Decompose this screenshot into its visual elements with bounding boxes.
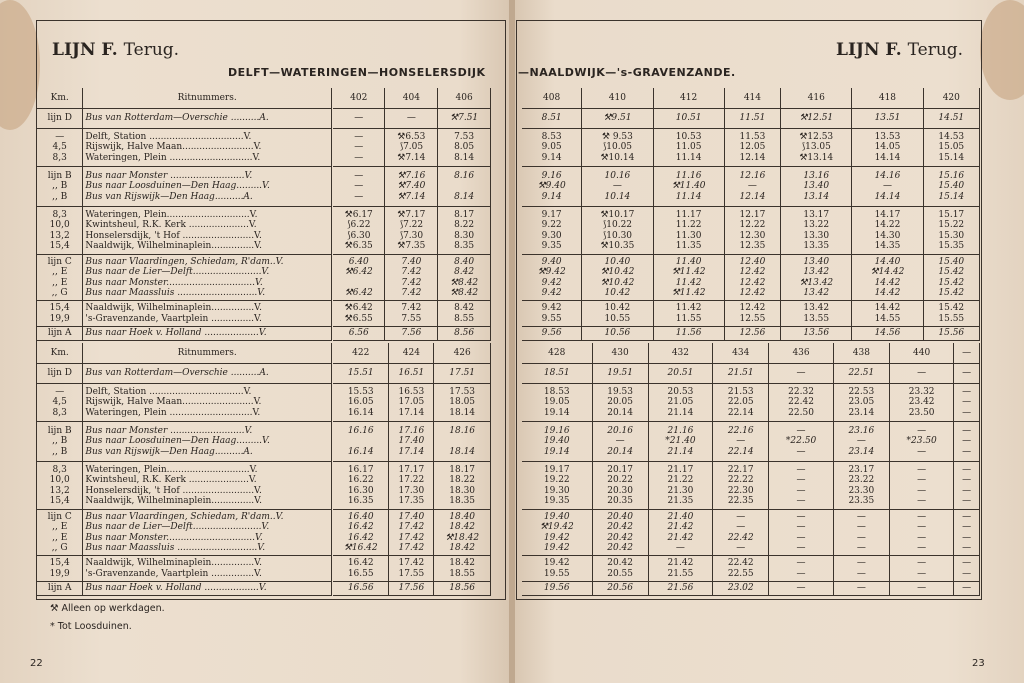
departure-time-cell: 10.40 ⚒10.42 ⚒10.42 10.42 (582, 255, 653, 301)
km-cell: 8,3 10,0 13,2 15,4 (37, 462, 83, 510)
departure-time-cell: 10.51 (653, 109, 724, 129)
departure-time-cell: — — — — (769, 462, 833, 510)
departure-time-cell: — (954, 582, 980, 596)
departure-time-cell: 19.56 (522, 582, 592, 596)
departure-time-cell: 12.56 (724, 327, 780, 341)
departure-time-cell: 18.40 18.42 ⚒18.42 18.42 (434, 510, 491, 556)
km-cell: 8,3 10,0 13,2 15,4 (37, 207, 83, 255)
stops-table (37, 343, 332, 596)
departure-time-cell: 16.40 16.42 16.42 ⚒16.42 (333, 510, 389, 556)
footnotes (50, 600, 165, 636)
departure-time-cell: 8.16 8.14 (438, 167, 491, 207)
stop-cell: Bus naar Vlaardingen, Schiedam, R'dam..V. Bus naar de Lier—Delft........................V. Bus naar Monster...............................V. Bus naar Maassluis ............................V. (83, 510, 332, 556)
departure-time-cell: 7.40 7.42 7.42 7.42 (385, 255, 438, 301)
stop-cell: Bus naar Hoek v. Holland ...................V. (83, 582, 332, 596)
departure-time-cell: 14.51 (923, 109, 979, 129)
trip-number-header: 416 (781, 88, 852, 109)
departure-time-cell: — (333, 109, 385, 129)
departure-time-cell: 14.53 15.05 15.14 (923, 129, 979, 167)
departure-time-cell: — — — — (889, 462, 953, 510)
departure-time-cell: 21.53 22.05 22.14 (713, 384, 769, 422)
km-header: Km. (37, 88, 83, 109)
departure-time-cell: 19.40 ⚒19.42 19.42 19.42 (522, 510, 592, 556)
km-cell: lijn B ,, B ,, B (37, 167, 83, 207)
departure-time-cell: 20.53 21.05 21.14 (648, 384, 712, 422)
trip-number-header: 428 (522, 343, 592, 364)
departure-time-cell: 21.51 (713, 364, 769, 384)
departure-time-cell: 13.42 13.55 (781, 301, 852, 327)
footnote-workdays: ⚒ Alleen op werkdagen. (50, 603, 165, 614)
stop-cell: Naaldwijk, Wilhelminaplein...............V. 's-Gravenzande, Vaartplein ...............V. (83, 556, 332, 582)
trip-number-header: 436 (769, 343, 833, 364)
departure-time-cell: 11.17 11.22 11.30 11.35 (653, 207, 724, 255)
departure-time-cell: 17.51 (434, 364, 491, 384)
departure-time-cell: 20.40 20.42 20.42 20.42 (592, 510, 648, 556)
stops-table (37, 88, 332, 341)
departure-time-cell: 20.16 — 20.14 (592, 422, 648, 462)
trip-number-header: 418 (852, 88, 923, 109)
departure-time-cell: 13.40 13.42 ⚒13.42 13.42 (781, 255, 852, 301)
departure-time-cell: 9.42 9.55 (522, 301, 582, 327)
departure-time-cell: — *22.50 — (769, 422, 833, 462)
book-gutter (509, 0, 515, 683)
departure-time-cell: — (769, 582, 833, 596)
departure-time-cell: 11.56 (653, 327, 724, 341)
departure-time-cell: 14.40 ⚒14.42 14.42 14.42 (852, 255, 923, 301)
departure-time-cell: 11.51 (724, 109, 780, 129)
departure-time-cell: ⚒6.17 ⟆6.22 ⟆6.30 ⚒6.35 (333, 207, 385, 255)
departure-time-cell: 12.16 — 12.14 (724, 167, 780, 207)
departure-time-cell: 23.17 23.22 23.30 23.35 (833, 462, 889, 510)
trip-number-header: 402 (333, 88, 385, 109)
departure-time-cell: 11.53 12.05 12.14 (724, 129, 780, 167)
stop-cell: Bus naar Hoek v. Holland ...................V. (83, 327, 332, 341)
stop-cell: Wateringen, Plein.............................V. Kwintsheul, R.K. Kerk .....................V. Honselersdijk, 't Hof .........................V. Naaldwijk, Wilhelminaplein...............V. (83, 207, 332, 255)
departure-time-cell: ⚒ 9.53 ⟆10.05 ⚒10.14 (582, 129, 653, 167)
departure-time-cell: 19.16 19.40 19.14 (522, 422, 592, 462)
departure-time-cell: 22.16 — 22.14 (713, 422, 769, 462)
departure-time-cell: ⚒7.16 ⚒7.40 ⚒7.14 (385, 167, 438, 207)
departure-time-cell: — — — (954, 384, 980, 422)
departure-time-cell: 9.40 ⚒9.42 9.42 9.42 (522, 255, 582, 301)
departure-time-cell: 18.51 (522, 364, 592, 384)
departure-time-cell: 17.16 17.40 17.14 (389, 422, 434, 462)
km-cell: lijn B ,, B ,, B (37, 422, 83, 462)
departure-time-cell: 12.40 12.42 12.42 12.42 (724, 255, 780, 301)
departure-time-cell: 11.16 ⚒11.40 11.14 (653, 167, 724, 207)
departure-time-cell: 22.53 23.05 23.14 (833, 384, 889, 422)
departure-time-cell: 23.32 23.42 23.50 (889, 384, 953, 422)
departure-time-cell: ⚒10.17 ⟆10.22 ⟆10.30 ⚒10.35 (582, 207, 653, 255)
trip-number-header: 420 (923, 88, 979, 109)
trip-number-header: 412 (653, 88, 724, 109)
departure-time-cell: 22.32 22.42 22.50 (769, 384, 833, 422)
departure-time-cell: 17.40 17.42 17.42 17.42 (389, 510, 434, 556)
departure-time-cell: — (769, 364, 833, 384)
departure-time-cell: 6.40 ⚒6.42 ⚒6.42 (333, 255, 385, 301)
departure-time-cell: 17.42 17.55 (389, 556, 434, 582)
departure-time-cell: 13.53 14.05 14.14 (852, 129, 923, 167)
stop-cell: Delft, Station .................................V. Rijswijk, Halve Maan.........................V. Wateringen, Plein .............................V. (83, 384, 332, 422)
departure-time-cell: 20.51 (648, 364, 712, 384)
departure-time-cell: 6.56 (333, 327, 385, 341)
departure-time-cell: 10.53 11.05 11.14 (653, 129, 724, 167)
departure-time-cell: 17.56 (389, 582, 434, 596)
departure-time-cell: — — (954, 556, 980, 582)
departure-time-cell: 18.56 (434, 582, 491, 596)
departure-time-cell: ⚒6.53 ⟆7.05 ⚒7.14 (385, 129, 438, 167)
departure-time-cell: 13.17 13.22 13.30 13.35 (781, 207, 852, 255)
departure-time-cell: — (833, 582, 889, 596)
km-cell: 15,4 19,9 (37, 556, 83, 582)
departure-time-cell: — (889, 582, 953, 596)
stop-cell: Wateringen, Plein.............................V. Kwintsheul, R.K. Kerk .....................V. Honselersdijk, 't Hof .........................V. Naaldwijk, Wilhelminaplein...............V. (83, 462, 332, 510)
departure-time-cell: 22.17 22.22 22.30 22.35 (713, 462, 769, 510)
km-cell: — 4,5 8,3 (37, 384, 83, 422)
route-right: —NAALDWIJK—'s-GRAVENZANDE. (518, 66, 736, 79)
departure-time-cell: — — 22.42 — (713, 510, 769, 556)
departure-time-cell: 21.16 *21.40 21.14 (648, 422, 712, 462)
stop-cell: Bus van Rotterdam—Overschie ..........A. (83, 109, 332, 129)
stop-cell: Bus naar Monster ..........................V. Bus naar Loosduinen—Den Haag.........V. Bus van Rijswijk—Den Haag..........A. (83, 422, 332, 462)
departure-time-cell: 19.17 19.22 19.30 19.35 (522, 462, 592, 510)
departure-time-cell: 7.42 7.55 (385, 301, 438, 327)
departure-time-cell: 14.42 14.55 (852, 301, 923, 327)
departure-time-cell: 23.16 — 23.14 (833, 422, 889, 462)
departure-time-cell: — — — — (889, 510, 953, 556)
departure-time-cell: 14.56 (852, 327, 923, 341)
departure-time-cell: 9.56 (522, 327, 582, 341)
departure-time-cell: 13.56 (781, 327, 852, 341)
departure-time-cell: 18.17 18.22 18.30 18.35 (434, 462, 491, 510)
departure-time-cell: — — — — (954, 462, 980, 510)
departure-time-cell: 11.40 ⚒11.42 11.42 ⚒11.42 (653, 255, 724, 301)
trip-number-header: 438 (833, 343, 889, 364)
times-table (333, 343, 491, 596)
departure-time-cell: — — — — (833, 510, 889, 556)
departure-time-cell: 15.51 (333, 364, 389, 384)
ritnummers-header: Ritnummers. (83, 88, 332, 109)
departure-time-cell: — — — (333, 167, 385, 207)
departure-time-cell: — *23.50 — (889, 422, 953, 462)
departure-time-cell: 15.16 15.40 15.14 (923, 167, 979, 207)
departure-time-cell: 15.40 15.42 15.42 15.42 (923, 255, 979, 301)
departure-time-cell: ⚒7.17 ⟆7.22 ⟆7.30 ⚒7.35 (385, 207, 438, 255)
km-cell: lijn C ,, E ,, E ,, G (37, 510, 83, 556)
departure-time-cell: 9.17 9.22 9.30 9.35 (522, 207, 582, 255)
departure-time-cell: 21.42 21.55 (648, 556, 712, 582)
departure-time-cell: 8.56 (438, 327, 491, 341)
departure-time-cell: — — (833, 556, 889, 582)
departure-time-cell: — — — (954, 422, 980, 462)
departure-time-cell: 17.53 18.05 18.14 (434, 384, 491, 422)
departure-time-cell: 16.56 (333, 582, 389, 596)
page-title-right: LIJN F. Terug. (836, 40, 964, 60)
departure-time-cell: 19.53 20.05 20.14 (592, 384, 648, 422)
trip-number-header: 422 (333, 343, 389, 364)
departure-time-cell: 16.42 16.55 (333, 556, 389, 582)
departure-time-cell: 8.53 9.05 9.14 (522, 129, 582, 167)
departure-time-cell: 20.17 20.22 20.30 20.35 (592, 462, 648, 510)
km-cell: lijn A (37, 327, 83, 341)
km-cell: lijn D (37, 109, 83, 129)
km-cell: lijn A (37, 582, 83, 596)
stop-cell: Bus naar Vlaardingen, Schiedam, R'dam..V. Bus naar de Lier—Delft........................V. Bus naar Monster...............................V. Bus naar Maassluis ............................V. (83, 255, 332, 301)
trip-number-header: 404 (385, 88, 438, 109)
departure-time-cell: 21.17 21.22 21.30 21.35 (648, 462, 712, 510)
page-title-left: LIJN F. Terug. (52, 40, 180, 60)
times-table (522, 88, 980, 341)
trip-number-header: — (954, 343, 980, 364)
stop-cell: Naaldwijk, Wilhelminaplein...............V. 's-Gravenzande, Vaartplein ...............V. (83, 301, 332, 327)
trip-number-header: 408 (522, 88, 582, 109)
departure-time-cell: 8.17 8.22 8.30 8.35 (438, 207, 491, 255)
departure-time-cell: 16.51 (389, 364, 434, 384)
footnote-loosduinen: * Tot Loosduinen. (50, 621, 132, 632)
stop-cell: Bus van Rotterdam—Overschie ..........A. (83, 364, 332, 384)
times-table (522, 343, 980, 596)
trip-number-header: 430 (592, 343, 648, 364)
departure-time-cell: 14.16 — 14.14 (852, 167, 923, 207)
departure-time-cell: 11.42 11.55 (653, 301, 724, 327)
departure-time-cell: 15.53 16.05 16.14 (333, 384, 389, 422)
page-number-right: 23 (972, 658, 985, 669)
stop-cell: Delft, Station .................................V. Rijswijk, Halve Maan.........................V. Wateringen, Plein .............................V. (83, 129, 332, 167)
departure-time-cell: — (954, 364, 980, 384)
departure-time-cell: 19.51 (592, 364, 648, 384)
departure-time-cell: 15.56 (923, 327, 979, 341)
departure-time-cell: 18.16 18.14 (434, 422, 491, 462)
departure-time-cell: 16.17 16.22 16.30 16.35 (333, 462, 389, 510)
km-cell: 15,4 19,9 (37, 301, 83, 327)
departure-time-cell: — — — — (954, 510, 980, 556)
departure-time-cell: 15.42 15.55 (923, 301, 979, 327)
trip-number-header: 434 (713, 343, 769, 364)
departure-time-cell: 8.42 8.55 (438, 301, 491, 327)
trip-number-header: 414 (724, 88, 780, 109)
departure-time-cell: 7.53 8.05 8.14 (438, 129, 491, 167)
departure-time-cell: 17.17 17.22 17.30 17.35 (389, 462, 434, 510)
route-left: DELFT—WATERINGEN—HONSELERSDIJK (228, 66, 486, 79)
departure-time-cell: 8.51 (522, 109, 582, 129)
trip-number-header: 432 (648, 343, 712, 364)
departure-time-cell: 23.02 (713, 582, 769, 596)
departure-time-cell: — (385, 109, 438, 129)
trip-number-header: 426 (434, 343, 491, 364)
departure-time-cell: 7.56 (385, 327, 438, 341)
departure-time-cell: 16.53 17.05 17.14 (389, 384, 434, 422)
departure-time-cell: ⚒12.53 ⟆13.05 ⚒13.14 (781, 129, 852, 167)
departure-time-cell: 9.16 ⚒9.40 9.14 (522, 167, 582, 207)
trip-number-header: 424 (389, 343, 434, 364)
departure-time-cell: 19.42 19.55 (522, 556, 592, 582)
departure-time-cell: 10.42 10.55 (582, 301, 653, 327)
page-number-left: 22 (30, 658, 43, 669)
departure-time-cell: ⚒9.51 (582, 109, 653, 129)
departure-time-cell: 22.51 (833, 364, 889, 384)
times-table (333, 88, 491, 341)
departure-time-cell: 12.17 12.22 12.30 12.35 (724, 207, 780, 255)
departure-time-cell: 8.40 8.42 ⚒8.42 ⚒8.42 (438, 255, 491, 301)
km-cell: lijn C ,, E ,, E ,, G (37, 255, 83, 301)
departure-time-cell: 22.42 22.55 (713, 556, 769, 582)
departure-time-cell: 15.17 15.22 15.30 15.35 (923, 207, 979, 255)
departure-time-cell: — — (769, 556, 833, 582)
departure-time-cell: 13.51 (852, 109, 923, 129)
departure-time-cell: — — (889, 556, 953, 582)
trip-number-header: 410 (582, 88, 653, 109)
departure-time-cell: 10.16 — 10.14 (582, 167, 653, 207)
departure-time-cell: — — — (333, 129, 385, 167)
departure-time-cell: ⚒7.51 (438, 109, 491, 129)
trip-number-header: 406 (438, 88, 491, 109)
departure-time-cell: 20.56 (592, 582, 648, 596)
km-cell: — 4,5 8,3 (37, 129, 83, 167)
departure-time-cell: 21.40 21.42 21.42 — (648, 510, 712, 556)
departure-time-cell: 20.42 20.55 (592, 556, 648, 582)
km-header: Km. (37, 343, 83, 364)
departure-time-cell: 10.56 (582, 327, 653, 341)
departure-time-cell: ⚒6.42 ⚒6.55 (333, 301, 385, 327)
departure-time-cell: 12.42 12.55 (724, 301, 780, 327)
departure-time-cell: ⚒12.51 (781, 109, 852, 129)
departure-time-cell: 21.56 (648, 582, 712, 596)
stop-cell: Bus naar Monster ..........................V. Bus naar Loosduinen—Den Haag.........V. Bus van Rijswijk—Den Haag..........A. (83, 167, 332, 207)
ritnummers-header: Ritnummers. (83, 343, 332, 364)
departure-time-cell: 13.16 13.40 13.14 (781, 167, 852, 207)
departure-time-cell: 18.42 18.55 (434, 556, 491, 582)
km-cell: lijn D (37, 364, 83, 384)
departure-time-cell: — (889, 364, 953, 384)
departure-time-cell: 16.16 16.14 (333, 422, 389, 462)
departure-time-cell: 14.17 14.22 14.30 14.35 (852, 207, 923, 255)
departure-time-cell: 18.53 19.05 19.14 (522, 384, 592, 422)
trip-number-header: 440 (889, 343, 953, 364)
departure-time-cell: — — — — (769, 510, 833, 556)
